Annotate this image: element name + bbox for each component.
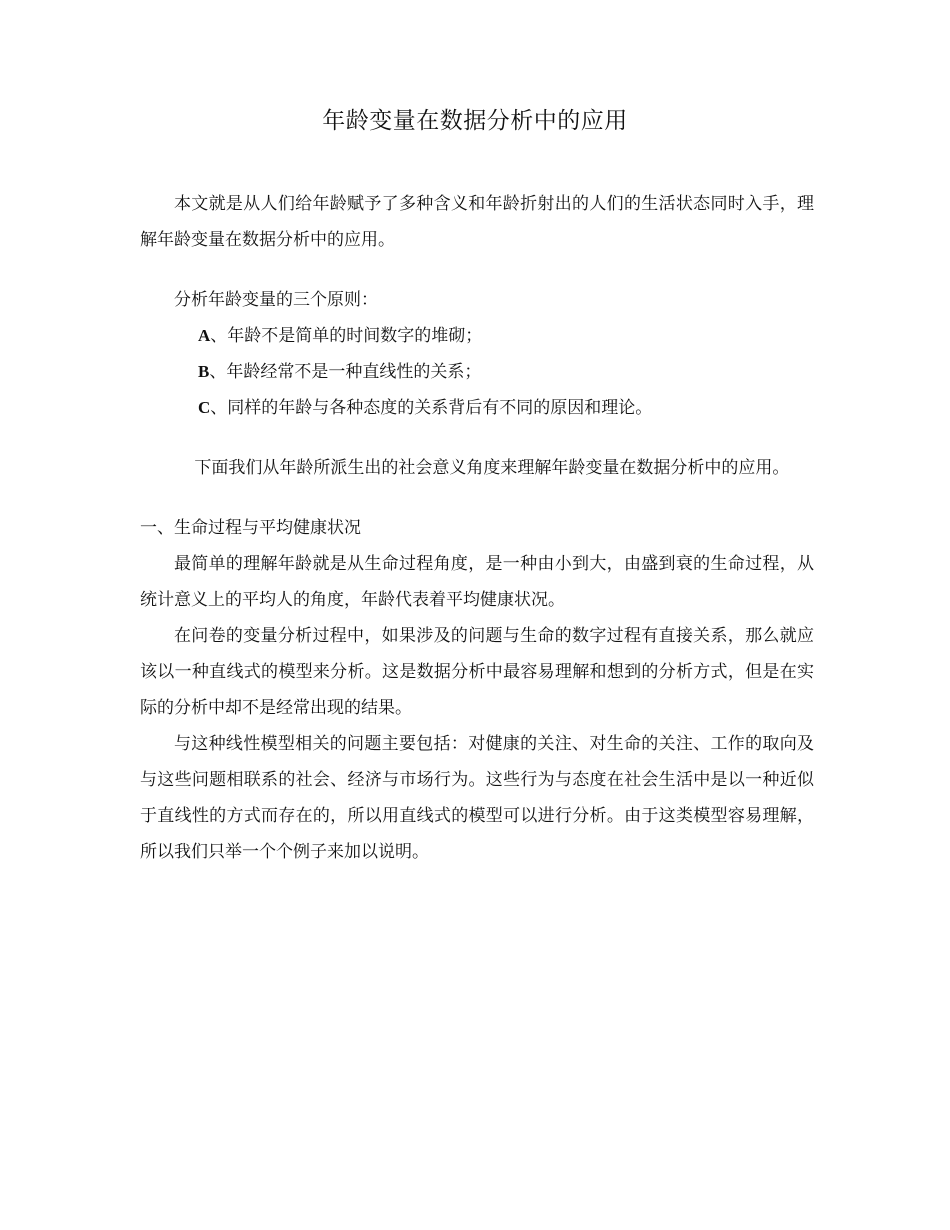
principle-text: 、年龄经常不是一种直线性的关系； [209,362,482,382]
spacer [140,258,814,282]
section-paragraph: 在问卷的变量分析过程中，如果涉及的问题与生命的数字过程有直接关系，那么就应该以一种直线式的模型来分析。这是数据分析中最容易理解和想到的分析方式，但是在实际的分析中却不是经常出现的结果。 [140,626,814,718]
principles-heading: 分析年龄变量的三个原则： [174,290,378,310]
spacer [140,486,814,510]
document-title: 年龄变量在数据分析中的应用 [322,108,628,134]
section-heading: 一、生命过程与平均健康状况 [140,518,361,538]
principle-text: 、年龄不是简单的时间数字的堆砌； [210,326,483,346]
principle-item-a [198,318,814,354]
principle-item-b [198,354,814,390]
intro-paragraph: 本文就是从人们给年龄赋予了多种含义和年龄折射出的人们的生活状态同时入手，理解年龄变量在数据分析中的应用。 [140,194,814,250]
transition-paragraph: 下面我们从年龄所派生出的社会意义角度来理解年龄变量在数据分析中的应用。 [194,458,790,478]
principle-letter: A [198,326,211,345]
document-body [140,186,814,870]
principle-item-c [198,390,814,426]
section-paragraph: 最简单的理解年龄就是从生命过程角度，是一种由小到大，由盛到衰的生命过程，从统计意义上的平均人的角度，年龄代表着平均健康状况。 [140,554,814,610]
principle-text: 、同样的年龄与各种态度的关系背后有不同的原因和理论。 [210,398,653,418]
principle-letter: C [198,398,211,417]
spacer [140,426,814,450]
principles-list [140,318,814,426]
section-paragraph: 与这种线性模型相关的问题主要包括：对健康的关注、对生命的关注、工作的取向及与这些问题相联系的社会、经济与市场行为。这些行为与态度在社会生活中是以一种近似于直线性的方式而存在的，所以用直线式的模型可以进行分析。由于这类模型容易理解，所以我们只举一个个例子来加以说明。 [140,734,814,862]
principle-letter: B [198,362,210,381]
